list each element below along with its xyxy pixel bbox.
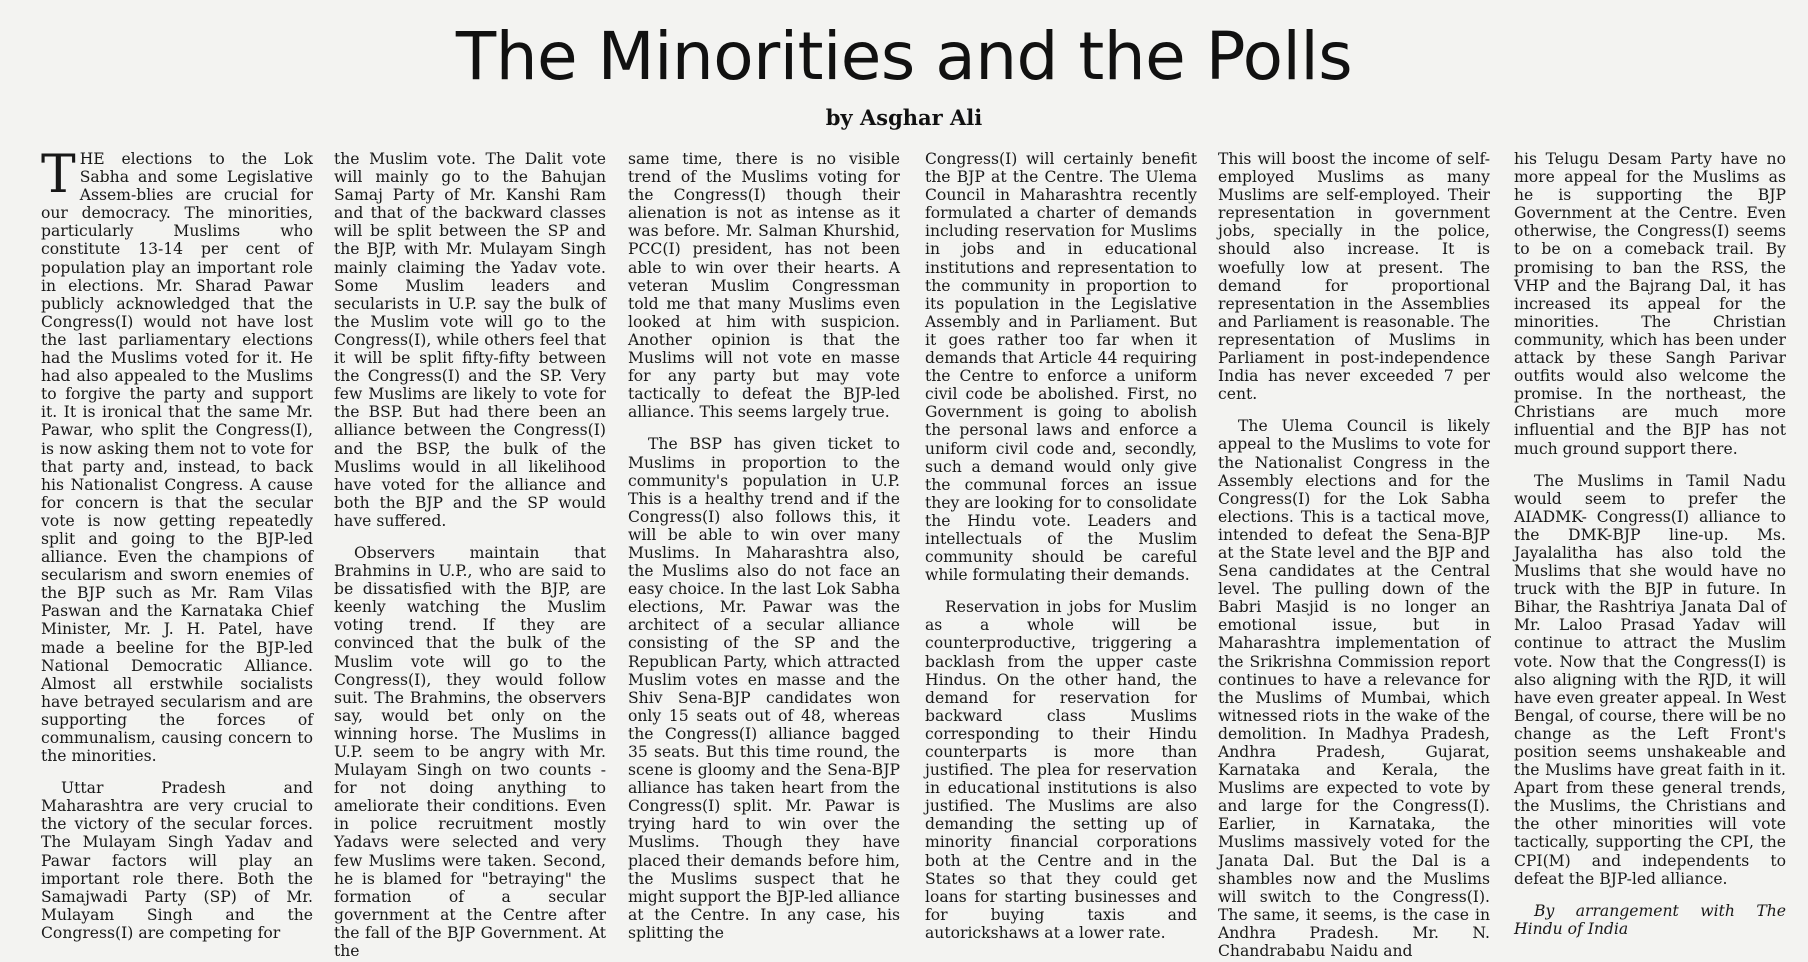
- paragraph: THE elections to the Lok Sabha and some Legislative Assem-blies are crucial for our democracy. The minorities, particularly Muslims who constitute 13-14 per cent of population play an important role in elections. Mr. Sharad Pawar publicly acknowledged that the Congress(I) would not have lost the last parliamentary elections had the Muslims voted for it. He had also appealed to the Muslims to forgive the party and support it. It is ironical that the same Mr. Pawar, who split the Congress(I), is now asking them not to vote for that party and, instead, to back his Nationalist Congress. A cause for concern is that the secular vote is now getting repeatedly split and going to the BJP-led alliance. Even the champions of secularism and sworn enemies of the BJP such as Mr. Ram Vilas Paswan and the Karnataka Chief Minister, Mr. J. H. Patel, have made a beeline for the BJP-led National Democratic Alliance. Almost all erstwhile socialists have betrayed secularism and are supporting the forces of communalism, causing concern to the minorities.: [41, 145, 313, 766]
- article-column-5: [1218, 150, 1490, 961]
- article-column-2: [334, 150, 606, 961]
- article-column-3: [628, 150, 900, 950]
- paragraph: The Muslims in Tamil Nadu would seem to prefer the AIADMK- Congress(I) alliance to the DMK-BJP line-up. Ms. Jayalalitha has also told the Muslims that she would have no truck with the BJP in future. In Bihar, the Rashtriya Janata Dal of Mr. Laloo Prasad Yadav will continue to attract the Muslim vote. Now that the Congress(I) is also aligning with the RJD, it will have even greater appeal. In West Bengal, of course, there will be no change as the Left Front's position seems unshakeable and the Muslims have great faith in it. Apart from these general trends, the Muslims, the Christians and the other minorities will vote tactically, supporting the CPI, the CPI(M) and independents to defeat the BJP-led alliance.: [1514, 471, 1786, 888]
- paragraph: Observers maintain that Brahmins in U.P., who are said to be dissatisfied with the BJP, are keenly watching the Muslim voting trend. If they are convinced that the bulk of the Muslim vote will go to the Congress(I), they would follow suit. The Brahmins, the observers say, would bet only on the winning horse. The Muslims in U.P. seem to be angry with Mr. Mulayam Singh on two counts - for not doing anything to ameliorate their conditions. Even in police recruitment mostly Yadavs were selected and very few Muslims were taken. Second, he is blamed for "betraying" the formation of a secular government at the Centre after the fall of the BJP Government. At the: [334, 543, 606, 961]
- article-column-4: [925, 150, 1197, 950]
- drop-cap: T: [41, 145, 76, 205]
- paragraph: his Telugu Desam Party have no more appeal for the Muslims as he is supporting the BJP Government at the Centre. Even otherwise, the Congress(I) seems to be on a comeback trail. By promising to ban the RSS, the VHP and the Bajrang Dal, it has increased its appeal for the minorities. The Christian community, which has been under attack by these Sangh Parivar outfits would also welcome the promise. In the northeast, the Christians are much more influential and the BJP has not much ground support there.: [1514, 150, 1786, 458]
- paragraph: the Muslim vote. The Dalit vote will mainly go to the Bahujan Samaj Party of Mr. Kanshi Ram and that of the backward classes will be split between the SP and the BJP, with Mr. Mulayam Singh mainly claiming the Yadav vote. Some Muslim leaders and secularists in U.P. say the bulk of the Muslim vote will go to the Congress(I), while others feel that it will be split fifty-fifty between the Congress(I) and the SP. Very few Muslims are likely to vote for the BSP. But had there been an alliance between the Congress(I) and the BSP, the bulk of the Muslims would in all likelihood have voted for the alliance and both the BJP and the SP would have suffered.: [334, 150, 606, 530]
- article-column-1: [41, 145, 313, 950]
- paragraph: The Ulema Council is likely appeal to the Muslims to vote for the Nationalist Congress in the Assembly elections and for the Congress(I) for the Lok Sabha elections. This is a tactical move, intended to defeat the Sena-BJP at the State level and the BJP and Sena candidates at the Central level. The pulling down of the Babri Masjid is no longer an emotional issue, but in Maharashtra implementation of the Srikrishna Commission report continues to have a relevance for the Muslims of Mumbai, which witnessed riots in the wake of the demolition. In Madhya Pradesh, Andhra Pradesh, Gujarat, Karnataka and Kerala, the Muslims are expected to vote by and large for the Congress(I). Earlier, in Karnataka, the Muslims massively voted for the Janata Dal. But the Dal is a shambles now and the Muslims will switch to the Congress(I). The same, it seems, is the case in Andhra Pradesh. Mr. N. Chandrababu Naidu and: [1218, 417, 1490, 961]
- headline: The Minorities and the Polls: [455, 18, 1353, 95]
- paragraph: same time, there is no visible trend of the Muslims voting for the Congress(I) though their alienation is not as intense as it was before. Mr. Salman Khurshid, PCC(I) president, has not been able to win over their hearts. A veteran Muslim Congressman told me that many Muslims even looked at him with suspicion. Another opinion is that the Muslims will not vote en masse for any party but may vote tactically to defeat the BJP-led alliance. This seems largely true.: [628, 150, 900, 422]
- paragraph: The BSP has given ticket to Muslims in proportion to the community's population in U.P. This is a healthy trend and if the Congress(I) also follows this, it will be able to win over many Muslims. In Maharashtra also, the Muslims also do not face an easy choice. In the last Lok Sabha elections, Mr. Pawar was the architect of a secular alliance consisting of the SP and the Republican Party, which attracted Muslim votes en masse and the Shiv Sena-BJP candidates won only 15 seats out of 48, whereas the Congress(I) alliance bagged 35 seats. But this time round, the scene is gloomy and the Sena-BJP alliance has taken heart from the Congress(I) split. Mr. Pawar is trying hard to win over the Muslims. Though they have placed their demands before him, the Muslims suspect that he might support the BJP-led alliance at the Centre. In any case, his splitting the: [628, 435, 900, 942]
- paragraph: Reservation in jobs for Muslim as a whole will be counterproductive, triggering a backlash from the upper caste Hindus. On the other hand, the demand for reservation for backward class Muslims corresponding to their Hindu counterparts is more than justified. The plea for reservation in educational institutions is also justified. The Muslims are also demanding the setting up of minority financial corporations both at the Centre and in the States so that they could get loans for starting businesses and for buying taxis and autorickshaws at a lower rate.: [925, 598, 1197, 942]
- paragraph: Congress(I) will certainly benefit the BJP at the Centre. The Ulema Council in Maharashtra recently formulated a charter of demands including reservation for Muslims in jobs and in educational institutions and representation to the community in proportion to its population in the Legislative Assembly and in Parliament. But it goes rather too far when it demands that Article 44 requiring the Centre to enforce a uniform civil code be abolished. First, no Government is going to abolish the personal laws and enforce a uniform civil code and, secondly, such a demand would only give the communal forces an issue they are looking for to consolidate the Hindu vote. Leaders and intellectuals of the Muslim community should be careful while formulating their demands.: [925, 150, 1197, 585]
- byline: by Asghar Ali: [825, 105, 983, 130]
- paragraph: This will boost the income of self-employed Muslims as many Muslims are self-employed. Their representation in government jobs, specially in the police, should also increase. It is woefully low at present. The demand for proportional representation in the Assemblies and Parliament is reasonable. The representation of Muslims in Parliament in post-independence India has never exceeded 7 per cent.: [1218, 150, 1490, 404]
- article-column-6: [1514, 150, 1786, 950]
- paragraph: Uttar Pradesh and Maharashtra are very crucial to the victory of the secular forces. The Mulayam Singh Yadav and Pawar factors will play an important role there. Both the Samajwadi Party (SP) of Mr. Mulayam Singh and the Congress(I) are competing for: [41, 779, 313, 942]
- source-credit: By arrangement with The Hindu of India: [1514, 901, 1786, 938]
